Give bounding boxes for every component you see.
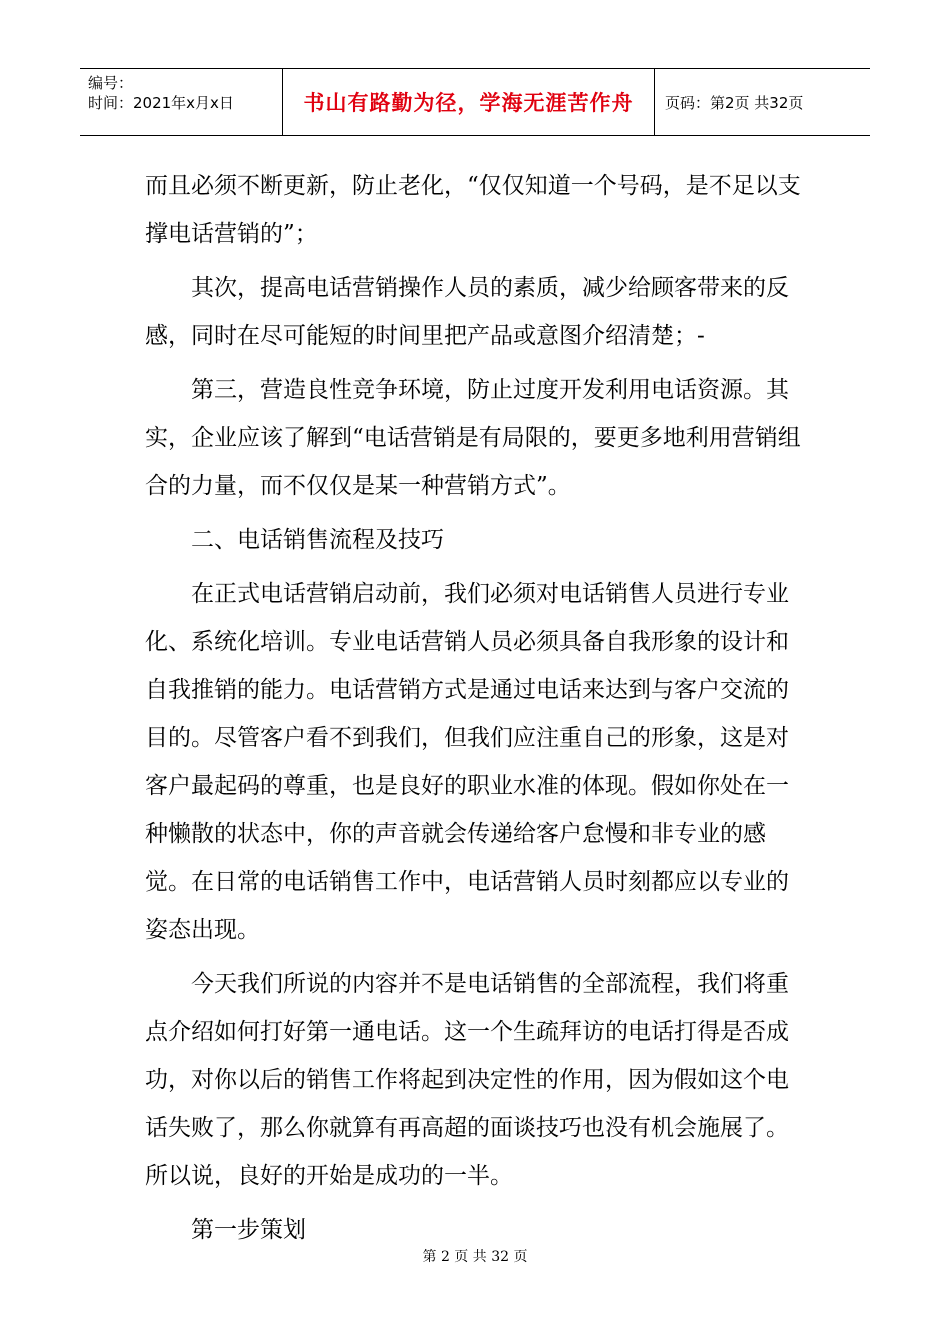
header-motto: 书山有路勤为径，学海无涯苦作舟	[283, 69, 655, 135]
page-footer: 第 2 页 共 32 页	[422, 1249, 528, 1265]
header-page-info: 页码：第2页 共32页	[665, 93, 804, 112]
subsection-heading: 第一步策划	[191, 1217, 306, 1243]
header-meta	[80, 69, 283, 135]
paragraph: 今天我们所说的内容并不是电话销售的全部流程，我们将重点介绍如何打好第一通电话。这一个生疏拜访的电话打得是否成功，对你以后的销售工作将起到决定性的作用，因为假如这个电话失败了，那么你就算有再高超的面谈技巧也没有机会施展了。所以说，良好的开始是成功的一半。	[145, 971, 789, 1189]
paragraph-continuation: 而且必须不断更新，防止老化，“仅仅知道一个号码，是不足以支撑电话营销的”；	[145, 173, 801, 247]
paragraph: 第三，营造良性竞争环境，防止过度开发利用电话资源。其实，企业应该了解到“电话营销是有局限的，要更多地利用营销组合的力量，而不仅仅是某一种营销方式”。	[145, 377, 801, 499]
paragraph: 在正式电话营销启动前，我们必须对电话销售人员进行专业化、系统化培训。专业电话营销人员必须具备自我形象的设计和自我推销的能力。电话营销方式是通过电话来达到与客户交流的目的。尽管客户看不到我们，但我们应注重自己的形象，这是对客户最起码的尊重，也是良好的职业水准的体现。假如你处在一种懒散的状态中，你的声音就会传递给客户怠慢和非专业的感觉。在日常的电话销售工作中，电话营销人员时刻都应以专业的姿态出现。	[145, 581, 789, 943]
paragraph: 其次，提高电话营销操作人员的素质，减少给顾客带来的反感，同时在尽可能短的时间里把产品或意图介绍清楚；-	[145, 275, 789, 349]
doc-number-label: 编号：	[88, 74, 134, 92]
doc-time-label: 时间：2021年x月x日	[88, 94, 234, 112]
document-header	[80, 68, 870, 136]
document-body	[145, 162, 810, 1260]
section-heading: 二、电话销售流程及技巧	[191, 527, 444, 553]
